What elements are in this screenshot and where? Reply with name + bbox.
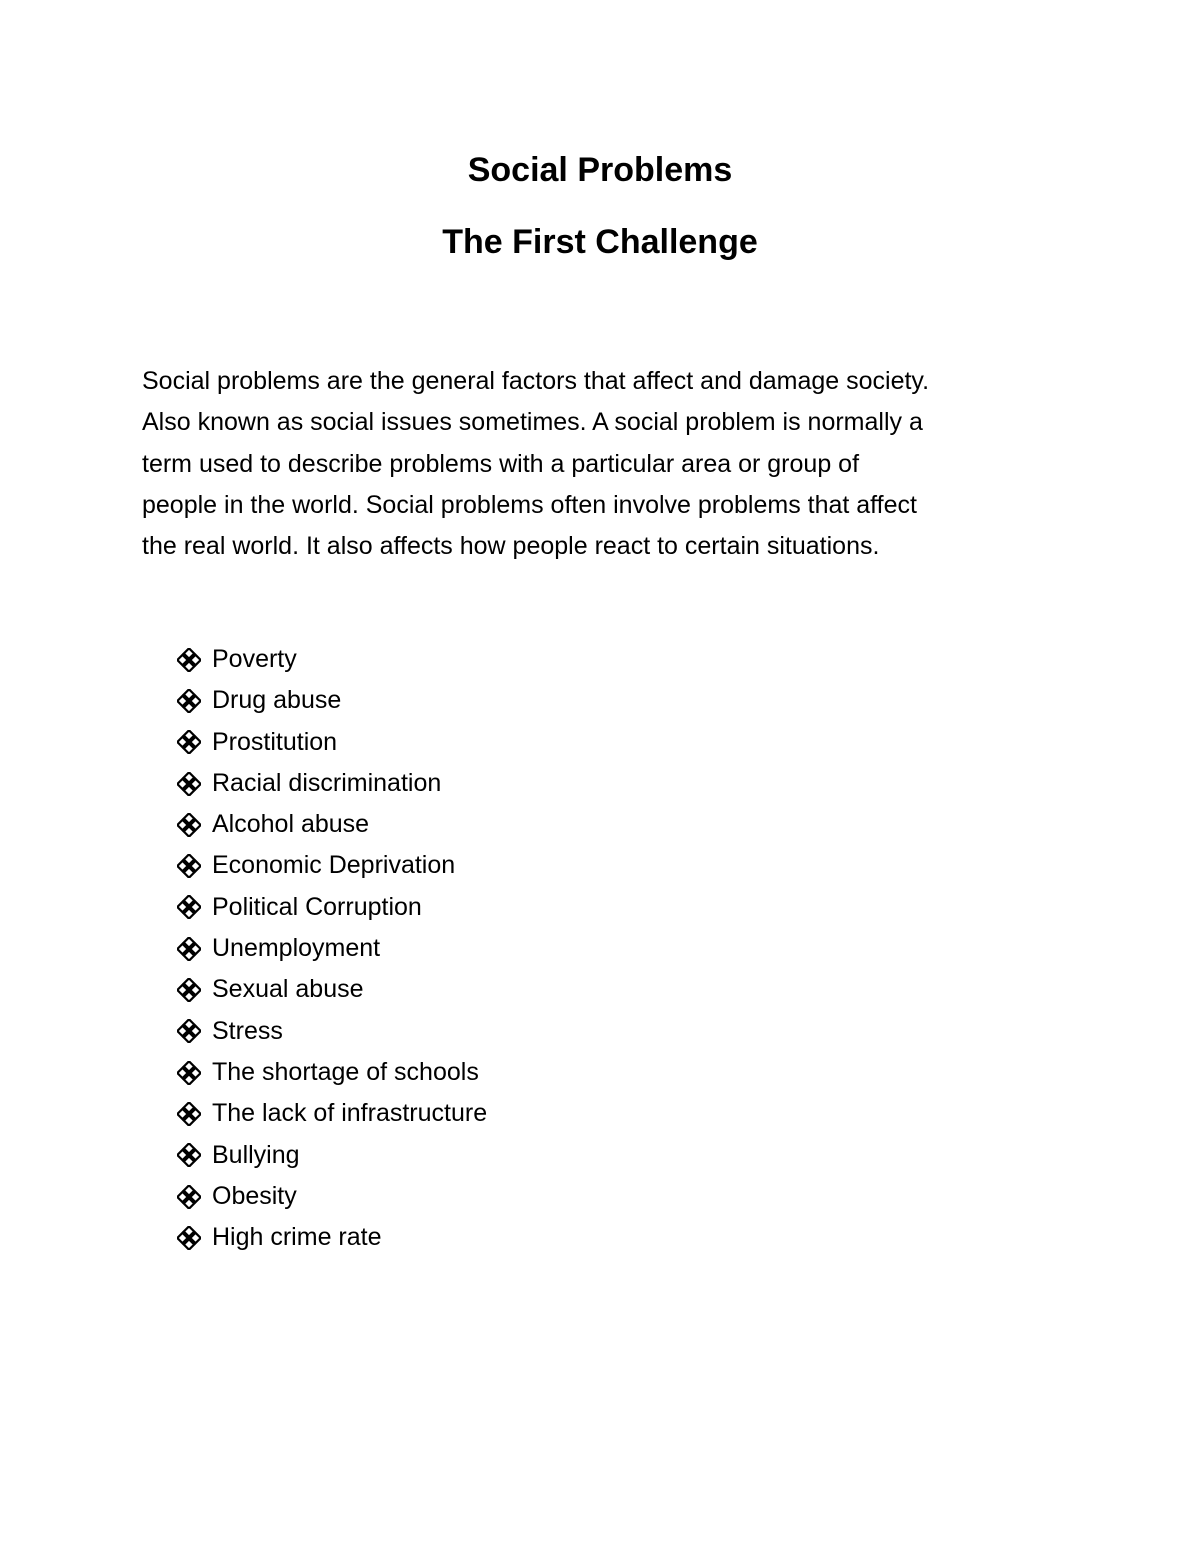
list-item: [177, 680, 487, 721]
paragraph-line: Also known as social issues sometimes. A social problem is normally a: [142, 408, 923, 437]
paragraph-line: term used to describe problems with a particular area or group of: [142, 449, 860, 478]
list-item: [177, 1011, 487, 1052]
list-item: [177, 969, 487, 1010]
list-item: [177, 928, 487, 969]
list-item-label: High crime rate: [212, 1223, 382, 1252]
four-diamond-bullet-icon: [177, 1226, 201, 1250]
list-item-label: Political Corruption: [212, 892, 422, 921]
list-item-label: The lack of infrastructure: [212, 1099, 488, 1128]
list-item: [177, 845, 487, 886]
social-problems-list: [177, 639, 487, 1258]
four-diamond-bullet-icon: [177, 689, 201, 713]
paragraph-line: Social problems are the general factors that affect and damage society.: [142, 367, 930, 395]
four-diamond-bullet-icon: [177, 895, 201, 919]
document-title: Social Problems: [467, 151, 733, 189]
list-item-label: Drug abuse: [212, 686, 342, 715]
list-item: [177, 722, 487, 763]
list-item-label: Alcohol abuse: [212, 810, 370, 839]
four-diamond-bullet-icon: [177, 730, 201, 754]
list-item: [177, 1135, 487, 1176]
list-item: [177, 1052, 487, 1093]
four-diamond-bullet-icon: [177, 937, 201, 961]
list-item-label: Sexual abuse: [212, 975, 364, 1004]
list-item-label: Poverty: [212, 645, 297, 673]
four-diamond-bullet-icon: [177, 1061, 201, 1085]
list-item-label: Economic Deprivation: [212, 851, 456, 880]
list-item-label: Racial discrimination: [212, 768, 442, 797]
four-diamond-bullet-icon: [177, 978, 201, 1002]
list-item-label: Unemployment: [212, 934, 381, 963]
list-item: [177, 887, 487, 928]
four-diamond-bullet-icon: [177, 1102, 201, 1126]
four-diamond-bullet-icon: [177, 1185, 201, 1209]
list-item: [177, 804, 487, 845]
list-item: [177, 1217, 487, 1258]
list-item: [177, 1093, 487, 1134]
list-item: [177, 1176, 487, 1217]
four-diamond-bullet-icon: [177, 772, 201, 796]
four-diamond-bullet-icon: [177, 854, 201, 878]
list-item: [177, 639, 487, 680]
intro-paragraph: [142, 361, 1062, 567]
list-item-label: Bullying: [212, 1140, 300, 1169]
four-diamond-bullet-icon: [177, 1019, 201, 1043]
paragraph-line: the real world. It also affects how people react to certain situations.: [142, 532, 880, 561]
paragraph-line: people in the world. Social problems often involve problems that affect: [142, 490, 917, 519]
list-item-label: The shortage of schools: [212, 1057, 479, 1086]
four-diamond-bullet-icon: [177, 1143, 201, 1167]
four-diamond-bullet-icon: [177, 813, 201, 837]
list-item-label: Prostitution: [212, 727, 338, 756]
document-subtitle: The First Challenge: [442, 223, 758, 261]
four-diamond-bullet-icon: [177, 648, 201, 672]
list-item: [177, 763, 487, 804]
list-item-label: Stress: [212, 1016, 283, 1045]
list-item-label: Obesity: [212, 1181, 297, 1210]
